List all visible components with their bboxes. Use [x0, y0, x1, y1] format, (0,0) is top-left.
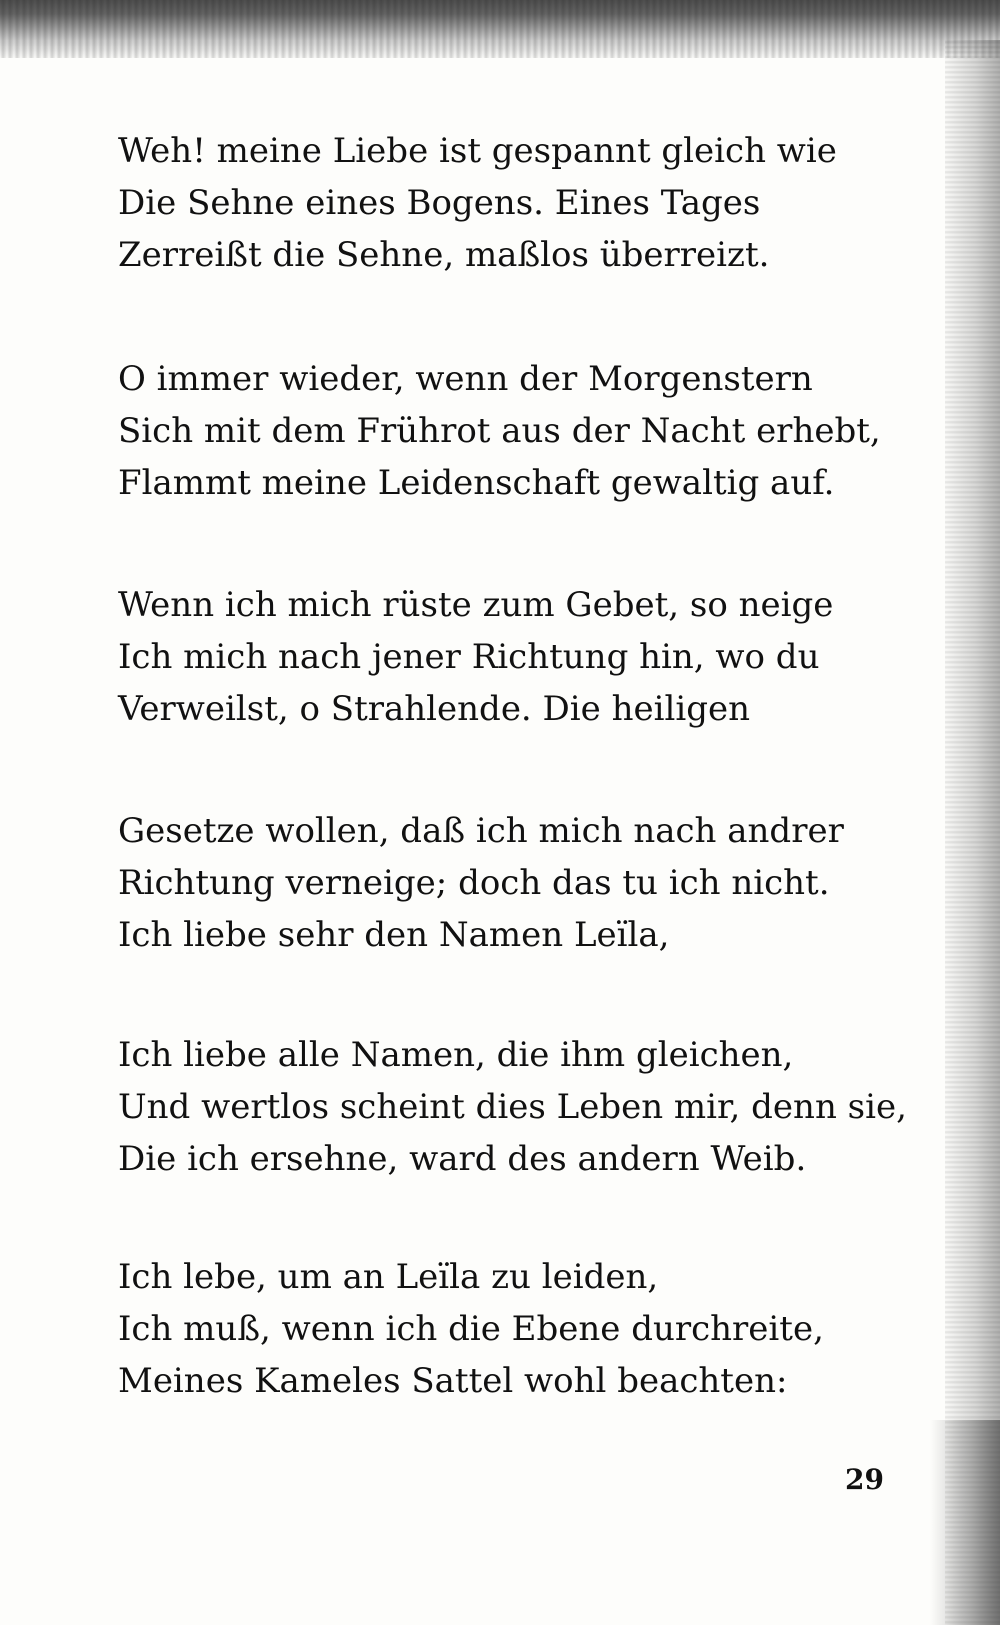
poem-line: Ich liebe alle Namen, die ihm gleichen,	[118, 1035, 794, 1075]
poem-line: Ich lebe, um an Leïla zu leiden,	[118, 1257, 659, 1297]
poem-line: Richtung verneige; doch das tu ich nicht.	[118, 863, 830, 903]
poem-line: Flammt meine Leidenschaft gewaltig auf.	[118, 463, 835, 503]
page-number: 29	[845, 1463, 884, 1496]
poem-line: Zerreißt die Sehne, maßlos überreizt.	[118, 235, 770, 275]
poem-line: Meines Kameles Sattel wohl beachten:	[118, 1361, 788, 1401]
poem-line: Ich mich nach jener Richtung hin, wo du	[118, 637, 820, 677]
poem-line: Ich muß, wenn ich die Ebene durchreite,	[118, 1309, 824, 1349]
poem-line: O immer wieder, wenn der Morgenstern	[118, 359, 813, 399]
scan-shadow-top	[0, 0, 1000, 58]
poem-line: Die ich ersehne, ward des andern Weib.	[118, 1139, 807, 1179]
poem-line: Ich liebe sehr den Namen Leïla,	[118, 915, 670, 955]
poem-line: Wenn ich mich rüste zum Gebet, so neige	[118, 585, 834, 625]
scan-shadow-right	[945, 40, 1000, 1625]
poem-line: Verweilst, o Strahlende. Die heiligen	[118, 689, 751, 729]
poem-line: Weh! meine Liebe ist gespannt gleich wie	[118, 131, 837, 171]
poem-line: Gesetze wollen, daß ich mich nach andrer	[118, 811, 844, 851]
poem-line: Und wertlos scheint dies Leben mir, denn sie,	[118, 1087, 907, 1127]
poem-line: Die Sehne eines Bogens. Eines Tages	[118, 183, 761, 223]
poem-line: Sich mit dem Frührot aus der Nacht erhebt,	[118, 411, 881, 451]
scan-shadow-corner	[930, 1420, 1000, 1625]
